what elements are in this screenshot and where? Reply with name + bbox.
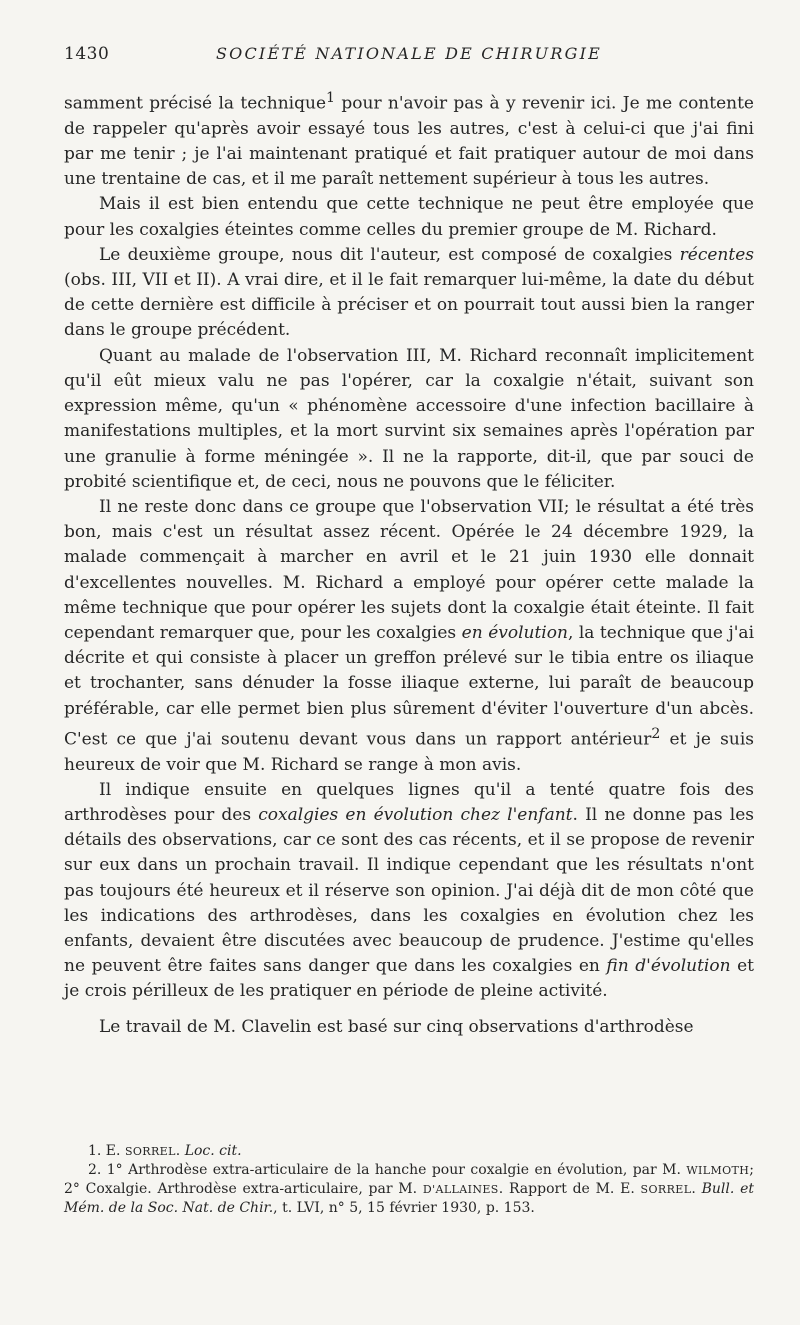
body-text — [64, 86, 754, 1040]
running-title: SOCIÉTÉ NATIONALE DE CHIRURGIE — [216, 44, 602, 63]
footnote-1-separator: . — [175, 1143, 185, 1159]
footnote-1-number: 1. E. — [88, 1143, 125, 1159]
paragraph-1-text: samment précisé la technique — [64, 93, 327, 114]
footnote-2-text-3: . Rapport de M. E. — [498, 1181, 641, 1197]
paragraph-6 — [64, 778, 754, 1005]
paragraph-3 — [64, 243, 754, 344]
footnote-2-text-2: ; 2° Coxalgie. Arthrodèse extra-articulaire, par M. — [64, 1162, 754, 1197]
footnote-1-reference: Loc. cit. — [184, 1143, 242, 1159]
footnote-2-author-3: SORREL — [640, 1183, 692, 1196]
page-number: 1430 — [64, 44, 110, 64]
footnote-1 — [64, 1142, 754, 1161]
paragraph-3-emphasis: récentes — [679, 244, 754, 265]
footnote-2-text-end: , t. LVI, n° 5, 15 février 1930, p. 153. — [273, 1200, 535, 1216]
paragraph-5-text: Il ne reste donc dans ce groupe que l'observation VII; le résultat a été très bon, mais c'est un résultat assez récent. Opérée le 24 décembre 1929, la malade commençait à marcher en avril et le 21 juin 1930 elle donnait d'excellentes nouvelles. M. Richard a employé pour opérer cette malade la même technique que pour opérer les sujets dont la coxalgie était éteinte. Il fait cependant remarquer que, pour les coxalgies — [64, 496, 754, 643]
paragraph-5-text-end: et je suis heureux de voir que M. Richard se range à mon avis. — [64, 729, 754, 775]
paragraph-3-text-end: (obs. III, VII et II). A vrai dire, et il le fait remarquer lui-même, la date du début de cette dernière est difficile à préciser et on pourrait tout aussi bien la ranger dans le groupe précédent. — [64, 270, 754, 341]
footnote-2-author-1: WILMOTH — [686, 1164, 750, 1177]
paragraph-6-text-mid: . Il ne donne pas les détails des observations, car ce sont des cas récents, et il se propose de revenir sur eux dans un prochain travail. Il indique cependant que les résultats n'ont pas toujours été heureux et il réserve son opinion. J'ai déjà dit de mon côté que les indications des arthrodèses, dans les coxalgies en évolution chez les enfants, devaient être discutées avec beaucoup de prudence. J'estime qu'elles ne peuvent être faites sans danger que dans les coxalgies en — [64, 805, 754, 977]
paragraph-1 — [64, 86, 754, 192]
paragraph-6-emphasis-1: coxalgies en évolution chez l'enfant — [258, 805, 573, 825]
paragraph-6-text-end: et je crois périlleux de les pratiquer en période de pleine activité. — [64, 956, 755, 1002]
paragraph-5-emphasis: en évolution — [461, 622, 568, 643]
paragraph-4: Quant au malade de l'observation III, M. Richard reconnaît implicitement qu'il eût mieux valu ne pas l'opérer, car la coxalgie n'était, suivant son expression même, qu'un « phénomène accessoire d'une infection bacillaire à manifestations multiples, et la mort survint six semaines après l'opération par une granulie à forme méningée ». Il ne la rapporte, dit-il, que par souci de probité scientifique et, de ceci, nous ne pouvons que le féliciter. — [64, 345, 754, 492]
footnote-1-author: SORREL — [124, 1145, 176, 1158]
footnote-ref-1: 1 — [326, 90, 336, 106]
paragraph-6-emphasis-2: fin d'évolution — [606, 956, 731, 977]
paragraph-5-text-mid: , la technique que j'ai décrite et qui consiste à placer un greffon prélevé sur le tibia entre os iliaque et trochanter, sans dénuder la fosse iliaque externe, lui paraît de beaucoup préférable, car elle permet bien plus sûrement d'éviter l'ouverture d'un abcès. C'est ce que j'ai soutenu devant vous dans un rapport antérieur — [64, 622, 755, 750]
paragraph-1-text-end: pour n'avoir pas à y revenir ici. Je me contente de rappeler qu'après avoir essayé tous les autres, c'est à celui-ci que j'ai fini par me tenir ; je l'ai maintenant pratiqué et fait pratiquer autour de moi dans une trentaine de cas, et il me paraît nettement supérieur à tous les autres. — [64, 93, 754, 190]
footnotes — [64, 1142, 754, 1218]
paragraph-2: Mais il est bien entendu que cette technique ne peut être employée que pour les coxalgies éteintes comme celles du premier groupe de M. Richard. — [64, 194, 754, 240]
footnote-2-text: 2. 1° Arthrodèse extra-articulaire de la hanche pour coxalgie en évolution, par M. — [88, 1162, 687, 1178]
paragraph-6-text: Il indique ensuite en quelques lignes qu'il a tenté quatre fois des arthrodèses pour des — [64, 779, 754, 825]
paragraph-7: Le travail de M. Clavelin est basé sur cinq observations d'arthrodèse — [99, 1016, 694, 1037]
paragraph-3-text: Le deuxième groupe, nous dit l'auteur, est composé de coxalgies — [99, 244, 680, 265]
footnote-2-author-2: D'ALLAINES — [422, 1183, 499, 1196]
page-header — [64, 44, 754, 70]
footnote-ref-2: 2 — [651, 725, 661, 742]
footnote-2-separator: . — [691, 1181, 702, 1197]
footnote-2-journal: Bull. et Mém. de la Soc. Nat. de Chir. — [64, 1181, 754, 1216]
paragraph-5 — [64, 495, 754, 778]
footnote-2 — [64, 1161, 754, 1218]
